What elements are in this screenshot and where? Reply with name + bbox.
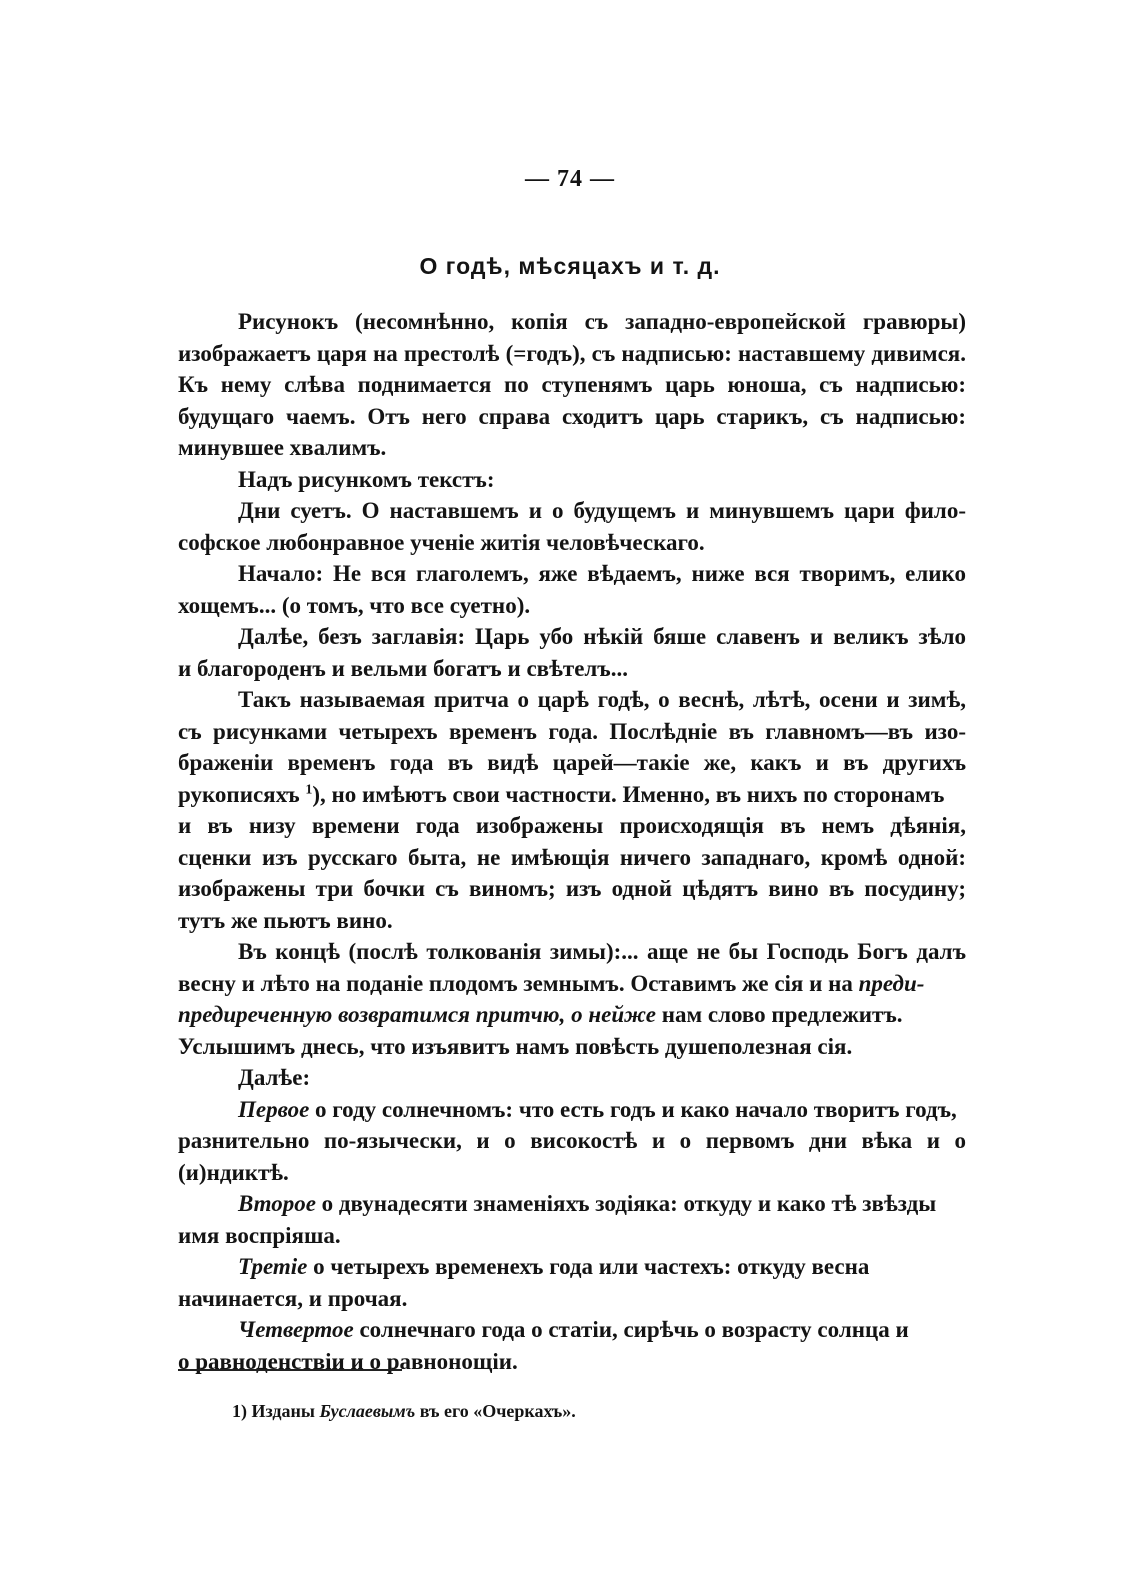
text-line [178,999,966,1031]
footnote-reference: 1 [305,781,313,797]
text-line [178,1251,966,1283]
main-text [178,306,966,1377]
text-line: Къ нему слѣва поднимается по ступенямъ царь юноша, съ надписью: [178,372,966,397]
text-fragment: ), но имѣютъ свои частности. Именно, въ нихъ по сторонамъ [312,781,945,807]
text-fragment: весну и лѣто на поданіе плодомъ земнымъ. Оставимъ же сія и на [178,970,853,996]
text-fragment: нам слово предлежитъ. [661,1002,903,1027]
footnote-author: Буслаевымъ [319,1401,416,1421]
text-line [178,1188,966,1220]
text-line: софское любонравное ученіе житія человѣческаго. [178,529,705,555]
text-fragment: рукописяхъ [178,781,300,807]
footnote-text: въ его «Очеркахъ». [419,1401,576,1421]
text-line: хощемъ... (о томъ, что все суетно). [178,592,531,618]
italic-text: Четвертое [238,1317,354,1342]
italic-text: Третіе [238,1254,308,1279]
text-line: будущаго чаемъ. Отъ него справа сходитъ царь старикъ, съ надписью: [178,403,966,429]
text-line: о равноденствіи и о равнонощіи. [178,1348,518,1374]
text-line [178,1094,966,1126]
text-line: и благороденъ и вельми богатъ и свѣтелъ... [178,655,628,681]
text-line [178,968,966,1000]
italic-text: Первое [238,1096,310,1122]
text-line: изображаетъ царя на престолѣ (=годъ), съ надписью: наставшему дивимся. [178,340,966,366]
footnote-text: Изданы [251,1401,315,1421]
text-line: начинается, и прочая. [178,1285,408,1311]
text-line: Начало: Не вся глаголемъ, яже вѣдаемъ, ниже вся творимъ, елико [238,561,966,586]
footnote: 1) Изданы Буслаевымъ въ его «Очеркахъ». [232,1401,576,1421]
text-line: Надъ рисункомъ текстъ: [238,466,495,492]
text-line: браженіи временъ года въ видѣ царей—такіе же, какъ и въ другихъ [178,750,966,775]
italic-text: Второе [238,1191,316,1216]
footnote-divider [178,1369,402,1371]
italic-text: преди- [858,970,925,996]
text-line: имя воспріяша. [178,1222,341,1248]
text-line: Далѣе: [238,1065,311,1090]
page-number: — 74 — [525,166,615,192]
text-line: минувшее хвалимъ. [178,435,387,460]
text-line: Рисунокъ (несомнѣнно, копія съ западно-европейской гравюры) [238,309,966,334]
italic-text: предиреченную возвратимся притчю, о нейже [178,1002,656,1027]
text-fragment: о году солнечномъ: что есть годъ и како начало творитъ годъ, [315,1096,957,1122]
text-line: Далѣе, безъ заглавія: Царь убо нѣкій бяше славенъ и великъ зѣло [238,624,966,649]
text-line: и въ низу времени года изображены происходящія въ немъ дѣянія, [178,813,966,838]
text-line: Услышимъ днесь, что изъявитъ намъ повѣсть душеполезная сія. [178,1033,853,1059]
text-line: тутъ же пьютъ вино. [178,907,393,933]
text-line: разнительно по-язычески, и о високостѣ и о первомъ дни вѣка и о [178,1128,966,1153]
text-line: Дни суетъ. О наставшемъ и о будущемъ и минувшемъ цари фило- [238,498,966,523]
text-fragment: о двунадесяти знаменіяхъ зодіяка: откуду и како тѣ звѣзды [321,1191,937,1216]
text-fragment: солнечнаго года о статіи, сирѣчь о возрасту солнца и [359,1317,909,1342]
footnote-mark: 1 [232,1401,241,1421]
text-line [178,1314,966,1346]
text-line: Такъ называемая притча о царѣ годѣ, о веснѣ, лѣтѣ, осени и зимѣ, [238,687,966,712]
text-line: Въ концѣ (послѣ толкованія зимы):... аще не бы Господь Богъ далъ [238,939,966,964]
text-line: (и)ндиктѣ. [178,1159,289,1185]
text-line: изображены три бочки съ виномъ; изъ одной цѣдятъ вино въ посудину; [178,876,966,901]
text-line: съ рисунками четырехъ временъ года. Послѣдніе въ главномъ—въ изо- [178,718,966,744]
text-line [178,779,966,811]
section-heading: О годѣ, мѣсяцахъ и т. д. [419,253,721,279]
text-fragment: о четырехъ временехъ года или частехъ: откуду весна [313,1254,870,1279]
text-line: сценки изъ русскаго быта, не имѣющія ничего западнаго, кромѣ одной: [178,844,966,870]
